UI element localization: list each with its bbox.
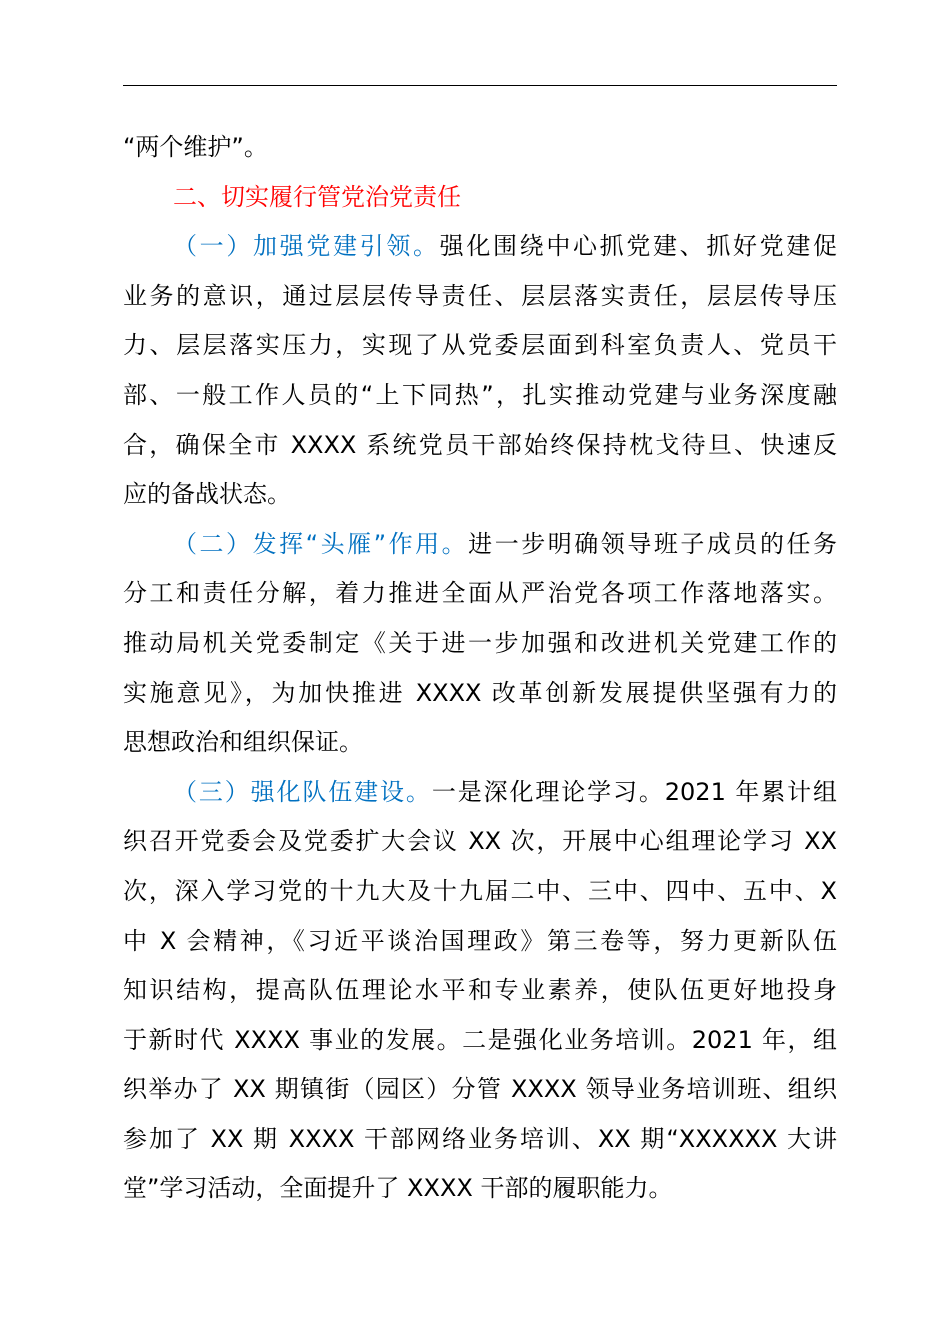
paragraph-line: 思想政治和组织保证。 — [123, 728, 363, 757]
paragraph-heading: （一）加强党建引领。 — [173, 232, 440, 261]
paragraph-line: 次，深入学习党的十九大及十九届二中、三中、四中、五中、X — [123, 876, 837, 905]
carryover-line: “两个维护”。 — [123, 133, 268, 161]
paragraph-first-line — [123, 222, 837, 272]
paragraph-text: 一是深化理论学习。2021 年累计组 — [431, 777, 837, 806]
paragraph-3 — [123, 768, 837, 1214]
paragraph-line: 实施意见》，为加快推进 XXXX 改革创新发展提供坚强有力的 — [123, 678, 837, 707]
paragraph-line: 参加了 XX 期 XXXX 干部网络业务培训、XX 期“XXXXXX 大讲 — [123, 1124, 837, 1153]
paragraph-first-line — [123, 520, 837, 570]
paragraph-line: 知识结构，提高队伍理论水平和专业素养，使队伍更好地投身 — [123, 976, 837, 1005]
paragraph-line: 分工和责任分解，着力推进全面从严治党各项工作落地落实。 — [123, 579, 837, 608]
section-heading: 二、切实履行管党治党责任 — [173, 182, 461, 211]
paragraph-heading: （三）强化队伍建设。 — [173, 777, 432, 806]
paragraph-line: 织召开党委会及党委扩大会议 XX 次，开展中心组理论学习 XX — [123, 827, 837, 856]
paragraph-heading: （二）发挥“头雁”作用。 — [173, 529, 469, 558]
paragraph-line: 于新时代 XXXX 事业的发展。二是强化业务培训。2021 年，组 — [123, 1025, 837, 1054]
header-rule — [123, 85, 837, 86]
paragraph-first-line — [123, 768, 837, 818]
document-body — [123, 123, 837, 1214]
paragraph-text: 进一步明确领导班子成员的任务 — [468, 529, 837, 558]
paragraph-line: 织举办了 XX 期镇街（园区）分管 XXXX 领导业务培训班、组织 — [123, 1075, 837, 1104]
paragraph-line: 部、一般工作人员的“上下同热”，扎实推动党建与业务深度融 — [123, 380, 837, 409]
paragraph-2 — [123, 520, 837, 768]
paragraph-line: 业务的意识，通过层层传导责任、层层落实责任，层层传导压 — [123, 281, 837, 310]
paragraph-line: 力、层层落实压力，实现了从党委层面到科室负责人、党员干 — [123, 331, 837, 360]
paragraph-1 — [123, 222, 837, 520]
paragraph-text: 强化围绕中心抓党建、抓好党建促 — [439, 232, 837, 261]
paragraph-line: 推动局机关党委制定《关于进一步加强和改进机关党建工作的 — [123, 628, 837, 657]
paragraph-line: 应的备战状态。 — [123, 480, 291, 509]
paragraph-line: 堂”学习活动，全面提升了 XXXX 干部的履职能力。 — [123, 1174, 673, 1203]
paragraph-line: 中 X 会精神，《习近平谈治国理政》第三卷等，努力更新队伍 — [123, 926, 837, 955]
paragraph-line: 合，确保全市 XXXX 系统党员干部始终保持枕戈待旦、快速反 — [123, 430, 837, 459]
